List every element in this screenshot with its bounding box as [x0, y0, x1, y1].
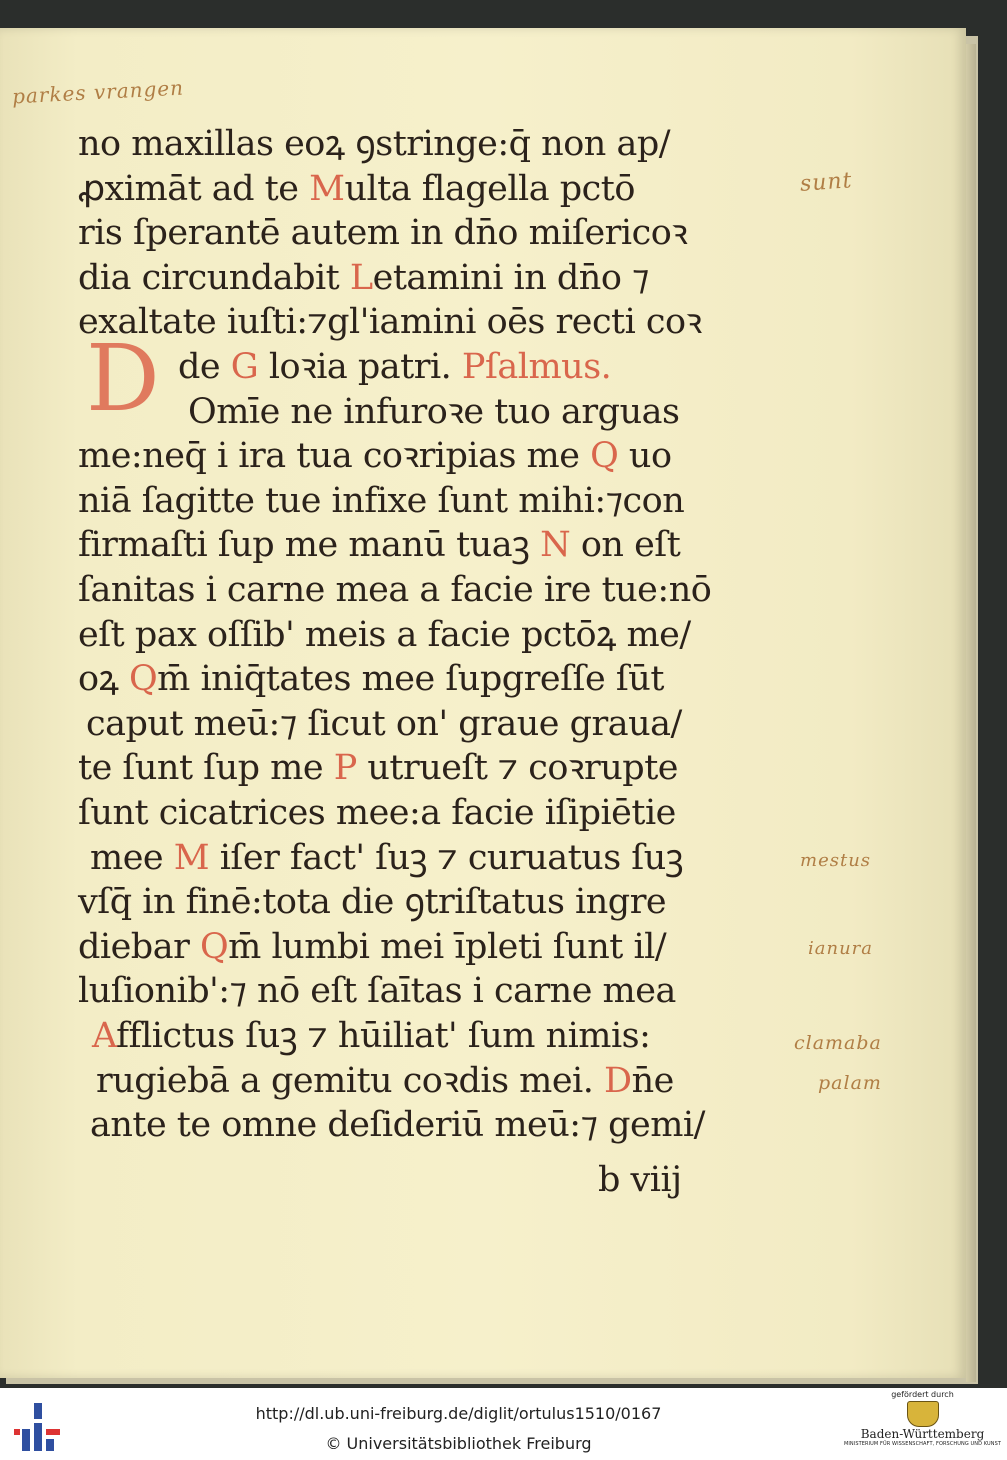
text-segment: oꝝ — [78, 659, 129, 700]
text-segment: fflictus ſuꝫ ⁊ hūiliat' ſum nimis: — [116, 1016, 651, 1056]
text-segment: loꝛia patri. — [258, 347, 462, 387]
text-segment: iſer fact' ſuꝫ ⁊ curuatus ſuꝫ — [209, 837, 684, 878]
text-segment: m̄ iniq̄tates mee ſupgreſſe ſūt — [157, 659, 664, 700]
text-segment: n̄e — [631, 1060, 674, 1101]
rubric-initial: M — [173, 837, 210, 878]
funder-block — [840, 1390, 1005, 1458]
text-line — [78, 746, 678, 790]
text-segment: mee — [90, 837, 174, 878]
text-line — [78, 925, 666, 969]
margin-note: mestus — [800, 850, 872, 871]
text-line — [90, 836, 683, 880]
text-line — [78, 434, 672, 478]
text-segment: caput meū:⁊ ſicut on' graue graua/ — [86, 703, 682, 744]
text-line — [86, 702, 682, 746]
text-line — [78, 300, 702, 344]
text-segment: no maxillas eoꝝ ꝯstringe:q̄ non ap/ — [78, 124, 671, 164]
text-segment: ulta flagella pctō — [344, 168, 635, 209]
text-segment: rugiebā a gemitu coꝛdis mei. — [96, 1060, 605, 1101]
margin-note: clamaba — [794, 1032, 882, 1054]
text-line — [78, 523, 680, 567]
rubric-initial: P — [333, 748, 357, 789]
text-line — [78, 613, 691, 657]
text-segment: me:neq̄ i ira tua coꝛripias me — [78, 436, 591, 477]
text-segment: m̄ lumbi mei īpleti ſunt il/ — [228, 926, 667, 967]
text-segment: ante te omne deſideriū meū:⁊ gemi/ — [90, 1105, 705, 1146]
margin-note: ianura — [808, 938, 874, 959]
text-segment: ris ſperantē autem in dn̄o miſericoꝛ — [78, 213, 688, 254]
rubric-initial: Pſalmus. — [461, 347, 612, 387]
text-line — [178, 345, 611, 389]
text-line — [96, 1059, 674, 1103]
rubric-initial: A — [92, 1016, 117, 1056]
rubric-initial: L — [349, 257, 373, 298]
text-segment: Omīe ne infuroꝛe tuo arguas — [188, 391, 680, 432]
text-line — [78, 880, 666, 924]
text-segment: on eſt — [570, 525, 681, 566]
text-segment: eſt pax oſſib' meis a facie pctōꝝ me/ — [78, 614, 691, 655]
copyright-text: © Universitätsbibliothek Freiburg — [325, 1434, 592, 1453]
text-line — [78, 479, 684, 523]
top-annotation: parkes vrangen — [11, 75, 185, 109]
text-line — [78, 256, 649, 300]
funder-name: Baden-Württemberg — [860, 1427, 985, 1441]
text-line — [78, 122, 670, 166]
text-segment: ꝓximāt ad te — [78, 168, 310, 209]
text-line — [188, 390, 679, 434]
text-segment: ſunt cicatrices mee:a facie iſipiētie — [78, 793, 676, 833]
rubric-initial: M — [309, 168, 345, 209]
drop-initial: D — [86, 325, 160, 432]
funder-ministry: MINISTERIUM FÜR WISSENSCHAFT, FORSCHUNG UND KUNST — [843, 1441, 1002, 1447]
text-line — [78, 211, 687, 255]
rubric-initial: N — [540, 525, 571, 566]
text-line — [78, 167, 635, 211]
text-line — [78, 791, 676, 835]
text-line — [78, 657, 664, 701]
permalink-url[interactable]: http://dl.ub.uni-freiburg.de/diglit/ortulus1510/0167 — [255, 1404, 662, 1423]
signature-mark: b viij — [598, 1160, 682, 1200]
text-segment: luſionib':⁊ nō eſt ſaītas i carne mea — [78, 971, 676, 1012]
text-line — [78, 969, 676, 1013]
text-segment: diebar — [78, 926, 200, 967]
margin-note: sunt — [799, 168, 854, 197]
rubric-initial: G — [230, 347, 259, 387]
text-segment: vſq̄ in finē:tota die ꝯtriſtatus ingre — [78, 882, 667, 923]
funder-label: gefördert durch — [891, 1390, 954, 1399]
coat-of-arms-icon — [907, 1401, 939, 1427]
text-segment: de — [178, 347, 231, 387]
text-segment: niā ſagitte tue infixe ſunt mihi:⁊con — [78, 480, 685, 521]
rubric-initial: Q — [128, 659, 158, 700]
margin-note: palam — [818, 1072, 882, 1094]
text-segment: firmaſti ſup me manū tuaꝫ — [78, 525, 541, 566]
text-segment: utrueſt ⁊ coꝛrupte — [356, 748, 678, 789]
text-line — [90, 1103, 705, 1147]
text-line — [92, 1014, 650, 1058]
page-edge — [966, 44, 976, 1382]
text-segment: uo — [618, 436, 672, 477]
text-segment: dia circundabit — [78, 257, 350, 298]
text-segment: etamini in dn̄o ⁊ — [372, 257, 649, 298]
rubric-initial: D — [604, 1060, 632, 1101]
text-segment: te ſunt ſup me — [78, 748, 334, 789]
text-segment: ſanitas i carne mea a facie ire tue:nō — [78, 570, 712, 610]
rubric-initial: Q — [199, 926, 229, 967]
text-segment: exaltate iuſti:⁊gl'iamini oēs recti coꝛ — [78, 302, 702, 343]
text-line — [78, 568, 711, 612]
rubric-initial: Q — [590, 436, 619, 477]
